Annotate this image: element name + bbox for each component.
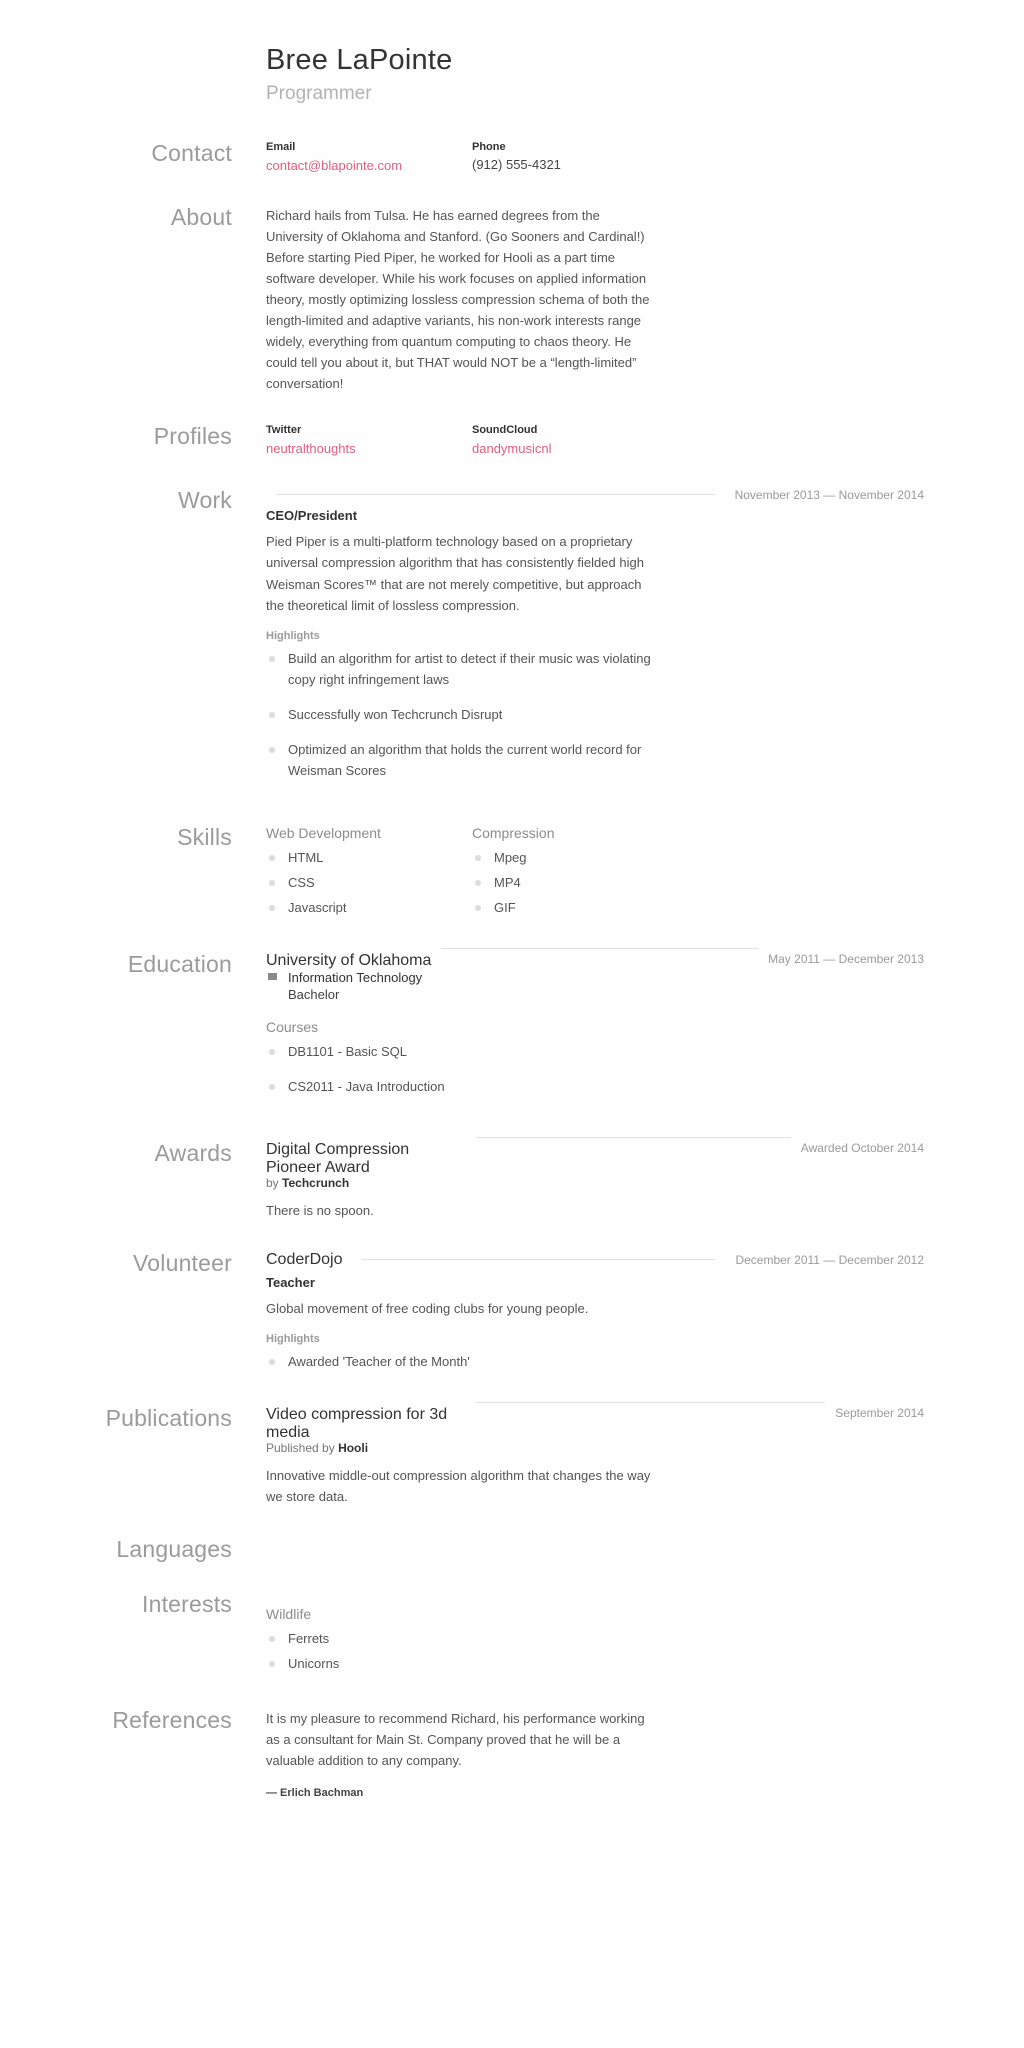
education-entry-head [266,952,924,970]
publication-title: Video compression for 3d media [266,1405,448,1442]
education-divider [441,948,758,949]
award-summary: There is no spoon. [266,1202,374,1218]
volunteer-organization: CoderDojo [266,1250,343,1268]
list-item: Awarded 'Teacher of the Month' [266,1351,656,1372]
publication-publisher [266,1441,924,1455]
list-item: Javascript [266,897,472,918]
contact-phone-label: Phone [472,141,506,153]
skill-group-web-development [266,825,472,922]
list-item: Optimized an algorithm that holds the current world record for Weisman Scores [266,739,656,781]
contact-email-label: Email [266,141,296,153]
publication-entry-head [266,1406,924,1443]
section-references [0,1708,1024,1799]
publication-publisher-prefix: Published by [266,1440,335,1455]
publication-date: September 2014 [835,1405,924,1420]
header [0,30,1024,105]
volunteer-entry-head [266,1251,924,1269]
award-date: Awarded October 2014 [800,1140,924,1155]
section-label-about: About [170,204,232,230]
list-item: Successfully won Techcrunch Disrupt [266,704,656,725]
skill-group-compression [472,825,678,922]
skill-group-name: Web Development [266,824,381,841]
section-profiles [0,424,1024,458]
education-study-type: Bachelor [288,987,340,1003]
work-position: CEO/President [266,508,358,524]
header-role: Programmer [266,83,372,104]
work-divider [276,494,715,495]
awards-entry-head [266,1141,924,1178]
volunteer-summary: Global movement of free coding clubs for young people. [266,1300,589,1316]
section-skills [0,825,1024,922]
volunteer-date: December 2011 — December 2012 [735,1252,924,1267]
education-area: Information Technology [266,970,924,985]
profile-twitter-username[interactable]: neutralthoughts [266,441,356,457]
section-label-profiles: Profiles [153,423,232,450]
list-item: GIF [472,897,678,918]
profile-soundcloud [472,424,678,458]
publication-publisher-name: Hooli [338,1440,369,1455]
work-highlights-list [266,648,924,781]
skill-keyword-list [266,847,472,918]
section-work [0,488,1024,794]
list-item: CSS [266,872,472,893]
work-summary: Pied Piper is a multi-platform technology based on a proprietary universal compression algorithm that has consistently fielded high Weisman Scores™ that are not merely competitive, but approach the theoretical limit of lossless compression. [266,534,644,613]
education-date: May 2011 — December 2013 [768,951,924,966]
section-label-volunteer: Volunteer [133,1249,232,1276]
contact-pairs [266,141,924,175]
section-contact [0,141,1024,175]
education-institution: University of Oklahoma [266,951,432,969]
profile-twitter [266,424,472,458]
section-education [0,952,1024,1111]
section-interests [0,1592,1024,1678]
list-item: Build an algorithm for artist to detect if their music was violating copy right infringement laws [266,648,656,690]
languages-empty [266,1537,924,1551]
award-title: Digital Compression Pioneer Award [266,1140,410,1177]
section-label-awards: Awards [154,1139,232,1166]
skills-columns [266,825,924,922]
contact-email-link[interactable]: contact@blapointe.com [266,158,403,173]
reference-author: — Erlich Bachman [266,1787,364,1800]
education-institution-wrap [266,952,431,970]
section-label-skills: Skills [177,823,232,850]
volunteer-position: Teacher [266,1274,315,1290]
about-text: Richard hails from Tulsa. He has earned degrees from the University of Oklahoma and Stanford. (Go Sooners and Cardinal!) Before starting Pied Piper, he worked for Hooli as a part time software developer. While his work focuses on applied information theory, mostly optimizing lossless compression schema of both the length-limited and adaptive variants, his non-work interests range widely, everything from quantum computing to chaos theory. He could tell you about it, but THAT would NOT be a “length-limited” conversation! [266,208,650,392]
section-publications [0,1406,1024,1507]
list-item: DB1101 - Basic SQL [266,1041,656,1062]
list-item: HTML [266,847,472,868]
contact-phone-value: (912) 555-4321 [472,157,561,172]
list-item: Unicorns [266,1653,656,1674]
section-volunteer [0,1251,1024,1376]
section-awards [0,1141,1024,1221]
section-label-work: Work [177,487,232,514]
page-title: Bree LaPointe [266,44,453,76]
skill-keyword-list [472,847,678,918]
work-date: November 2013 — November 2014 [734,488,924,503]
section-label-interests: Interests [141,1591,232,1618]
volunteer-highlights-label: Highlights [266,1332,320,1345]
profile-soundcloud-network: SoundCloud [472,424,538,437]
list-item: MP4 [472,872,678,893]
publication-summary: Innovative middle-out compression algorithm that changes the way we store data. [266,1467,651,1504]
list-item: Mpeg [472,847,678,868]
award-awarder [266,1176,924,1190]
award-awarder-prefix: by [266,1175,279,1190]
profiles-pairs [266,424,924,458]
list-item: CS2011 - Java Introduction [266,1076,656,1097]
section-languages [0,1537,1024,1562]
interest-name: Wildlife [266,1606,312,1623]
profile-soundcloud-username[interactable]: dandymusicnl [472,441,552,457]
award-awarder-name: Techcrunch [282,1175,350,1190]
publications-divider [476,1402,825,1403]
profile-twitter-network: Twitter [266,424,302,437]
contact-email [266,141,472,175]
section-label-languages: Languages [116,1535,232,1562]
volunteer-divider [362,1259,715,1260]
section-label-publications: Publications [105,1404,232,1431]
award-title-wrap [266,1141,466,1178]
contact-phone [472,141,678,175]
volunteer-highlights-list [266,1351,924,1372]
skill-group-name: Compression [472,824,555,841]
education-courses-label: Courses [266,1018,319,1035]
section-label-education: Education [127,950,232,977]
header-spacer [0,30,266,105]
education-courses-list [266,1041,924,1097]
publication-title-wrap [266,1406,466,1443]
interest-keyword-list [266,1628,924,1674]
awards-divider [476,1137,791,1138]
section-about [0,205,1024,394]
reference-text: It is my pleasure to recommend Richard, his performance working as a consultant for Main St. Company proved that he will be a valuable addition to any company. [266,1711,645,1769]
section-label-references: References [112,1707,232,1734]
list-item: Ferrets [266,1628,656,1649]
work-highlights-label: Highlights [266,629,320,642]
work-entry-head [266,488,924,502]
section-label-contact: Contact [151,140,232,166]
